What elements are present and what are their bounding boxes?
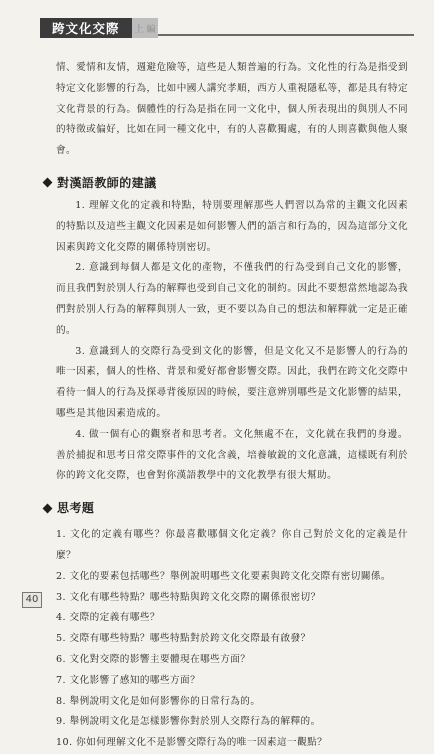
section-heading-advice — [42, 172, 408, 194]
header-subtitle: 上 編 — [132, 18, 158, 38]
question-item-3: 3. 文化有哪些特點？哪些特點與跨文化交際的關係很密切？ — [56, 591, 321, 603]
question-item-10: 10. 你如何理解文化不是影響交際行為的唯一因素這一觀點？ — [56, 737, 328, 749]
diamond-bullet-icon — [43, 503, 53, 513]
page-number: 40 — [22, 592, 42, 608]
question-item-4: 4. 交際的定義有哪些？ — [56, 612, 160, 624]
diamond-bullet-icon — [43, 178, 53, 188]
advice-item-3: 3. 意識到人的交際行為受到文化的影響，但是文化又不是影響人的行為的唯一因素，個人的性格、背景和愛好都會影響交際。因此，我們在跨文化交際中看待一個人的行為及探尋背後原因的時候，要注意辨別哪些是文化影響的結果，哪些是其他因素造成的。 — [56, 345, 408, 419]
section-heading-advice-text: 對漢語教師的建議 — [57, 175, 157, 190]
running-header — [40, 18, 414, 38]
advice-item-4: 4. 做一個有心的觀察者和思考者。文化無處不在，文化就在我們的身邊。善於捕捉和思考日常交際事件的文化含義，培養敏銳的文化意識，這樣既有利於你的跨文化交際，也會對你漢語教學中的文化教學有很大幫助。 — [56, 428, 408, 482]
header-title: 跨文化交際 — [40, 18, 132, 38]
question-item-7: 7. 文化影響了感知的哪些方面？ — [56, 674, 201, 686]
advice-item-1: 1. 理解文化的定義和特點，特別要理解那些人們習以為常的主觀文化因素的特點以及這些主觀文化因素是如何影響人們的語言和行為的，因為這部分文化因素與跨文化交際的關係特別密切。 — [56, 199, 408, 253]
question-item-8: 8. 舉例說明文化是如何影響你的日常行為的。 — [56, 695, 261, 707]
question-item-2: 2. 文化的要素包括哪些？舉例說明哪些文化要素與跨文化交際有密切關係。 — [56, 570, 391, 582]
question-item-5: 5. 交際有哪些特點？哪些特點對於跨文化交際最有啟發？ — [56, 633, 311, 645]
question-item-1: 1. 文化的定義有哪些？你最喜歡哪個文化定義？你自己對於文化的定義是什麼？ — [56, 529, 408, 561]
question-item-9: 9. 舉例說明文化是怎樣影響你對於別人交際行為的解釋的。 — [56, 716, 321, 728]
advice-item-2: 2. 意識到每個人都是文化的產物，不僅我們的行為受到自己文化的影響，而且我們對於別人行為的解釋也受到自己文化的制約。因此不要想當然地認為我們對於別人行為的解釋與別人一致，更不要以為自己的想法和解釋就一定是正確的。 — [56, 262, 408, 336]
section-heading-questions — [42, 497, 408, 519]
intro-paragraph: 情、愛情和友情，週避危險等，這些是人類普遍的行為。文化性的行為是指受到特定文化影響的行為，比如中國人講究孝順，西方人重視隱私等，都是具有特定文化背景的行為。個體性的行為是指在同一文化中，個人所表現出的與別人不同的特徵或偏好，比如在同一種文化中，有的人喜歡獨處，有的人則喜歡與他人聚會。 — [56, 62, 408, 157]
section-heading-questions-text: 思考題 — [57, 501, 95, 516]
question-item-6: 6. 文化對交際的影響主要體現在哪些方面？ — [56, 653, 251, 665]
header-rule — [158, 34, 414, 36]
page-content — [56, 58, 408, 754]
